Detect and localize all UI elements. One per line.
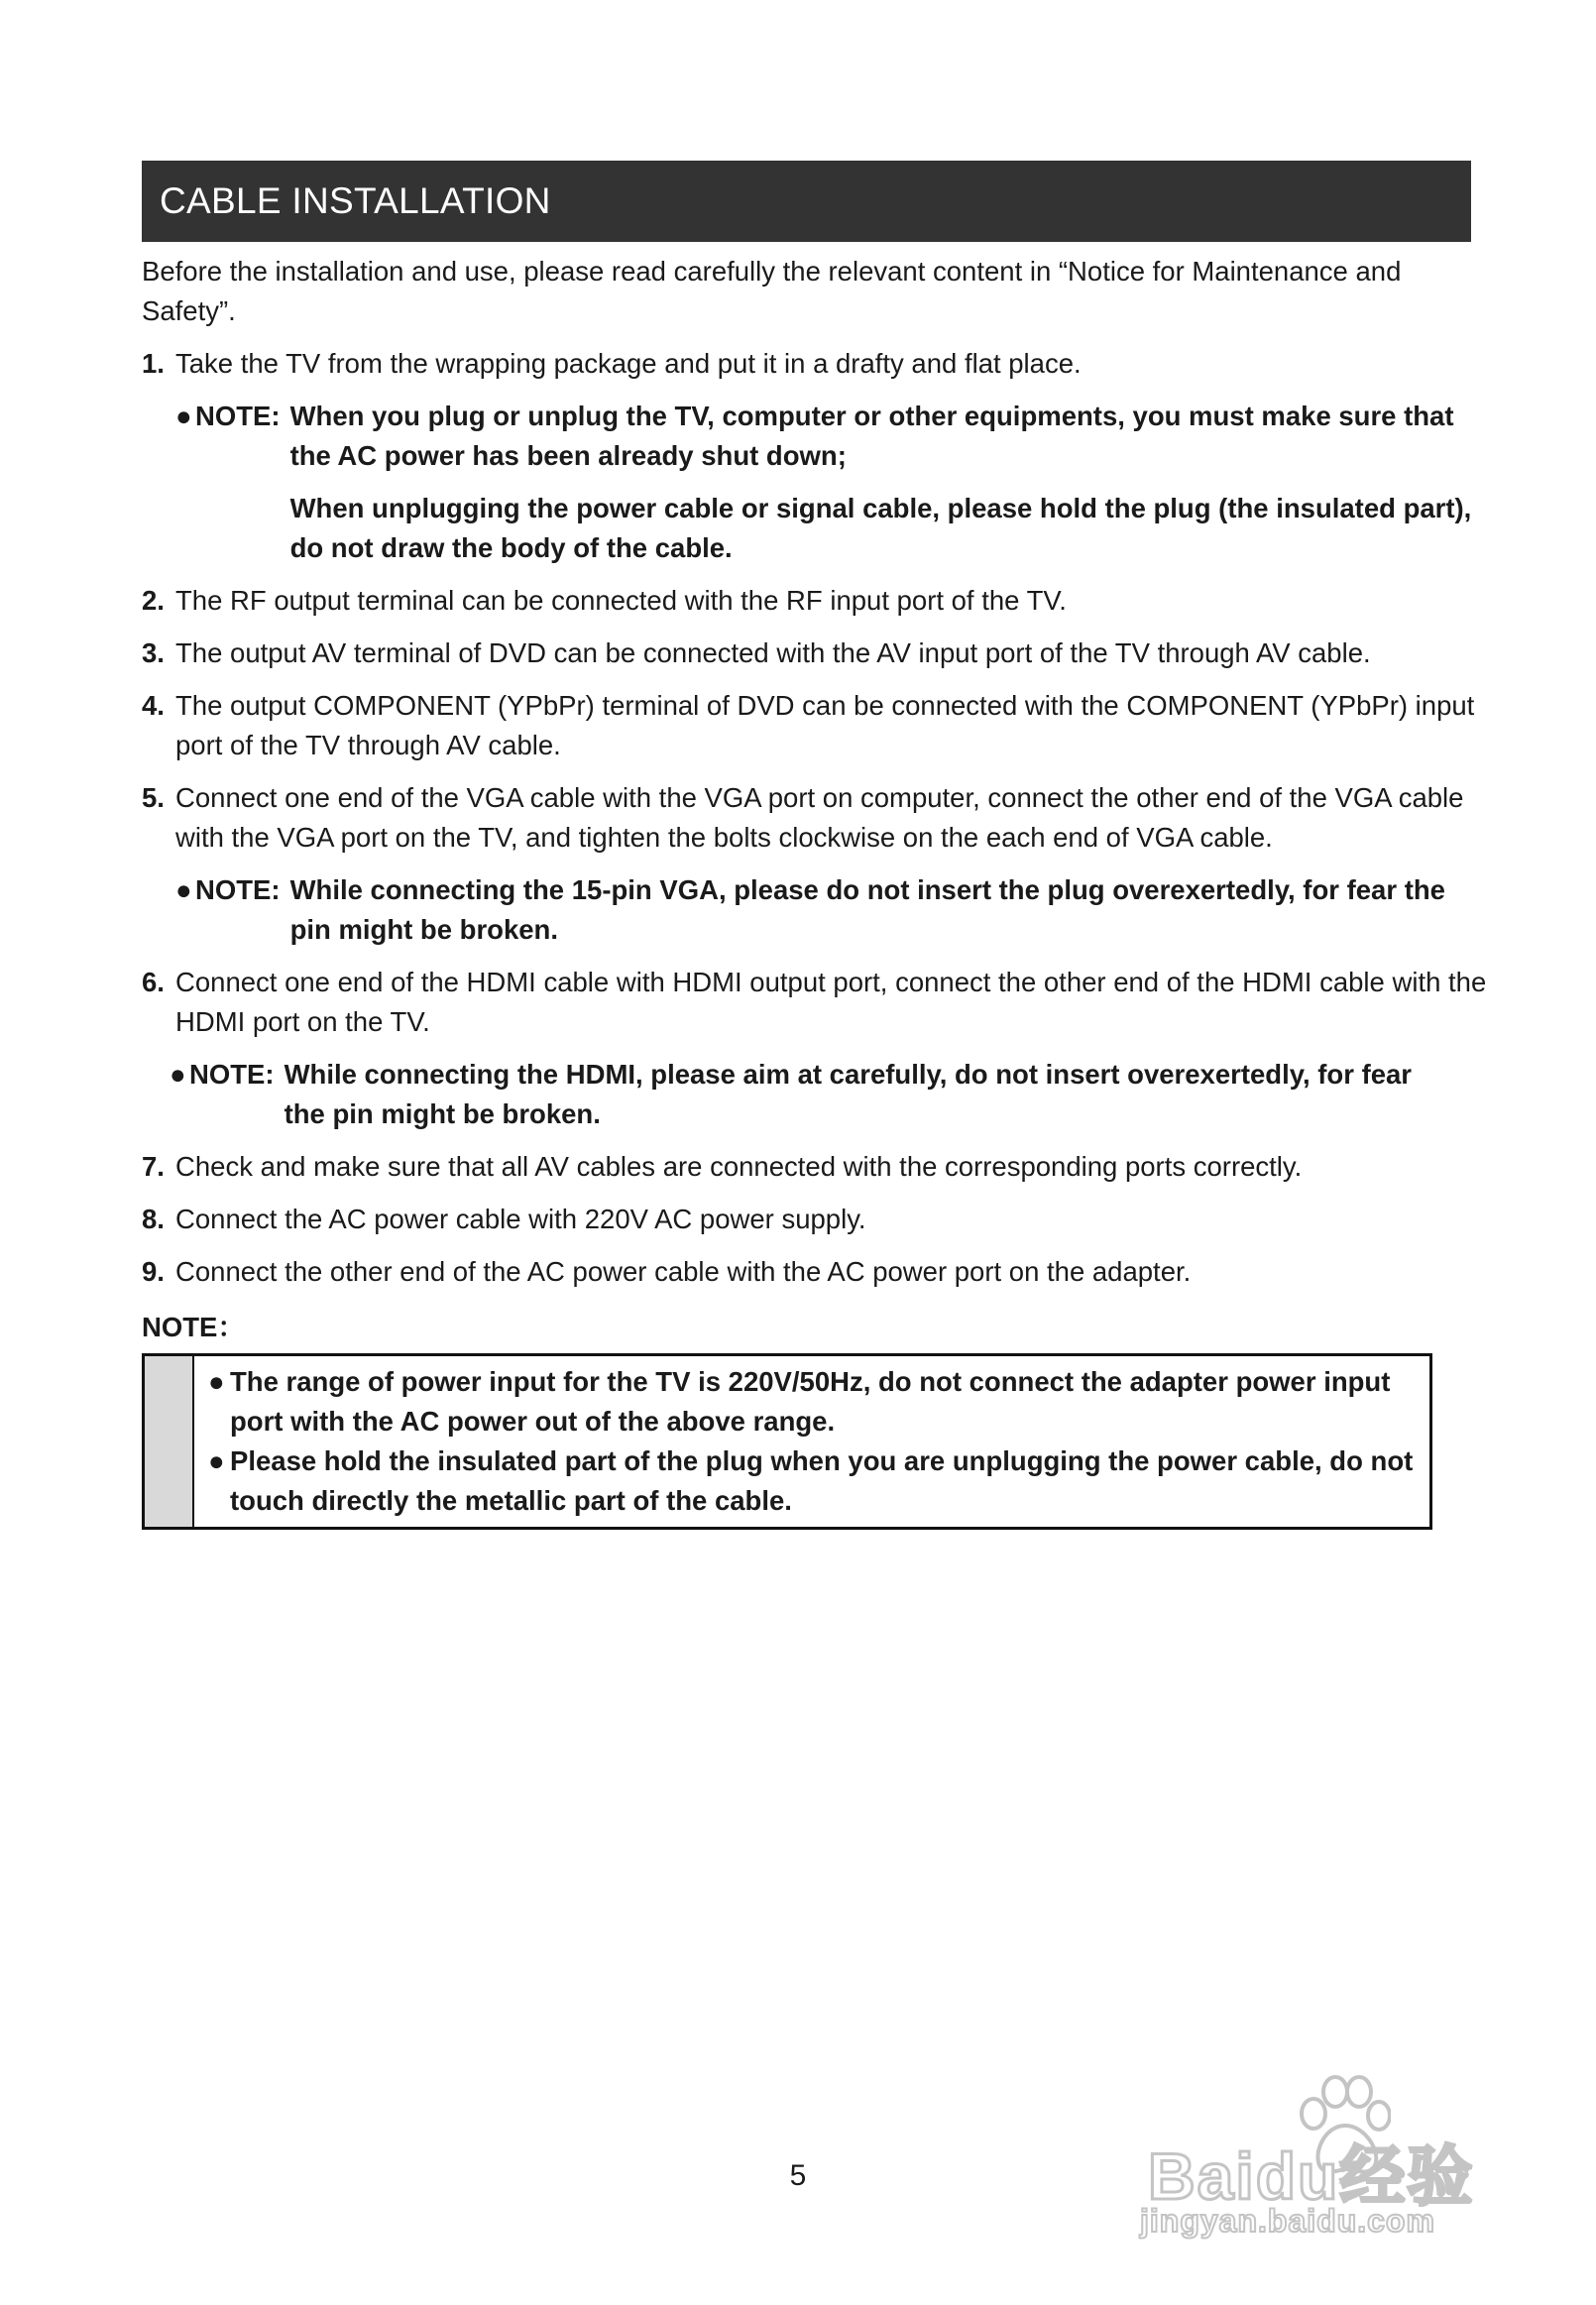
note-text: When unplugging the power cable or signal cable, please hold the plug (the insulated part), do not draw the body of the cable. bbox=[289, 493, 1472, 563]
section-title bbox=[142, 161, 1471, 242]
baidu-watermark bbox=[1138, 2074, 1515, 2239]
step-number: 3. bbox=[142, 637, 165, 668]
note-box-sidebar bbox=[145, 1356, 194, 1527]
page-number: 5 bbox=[789, 2159, 807, 2192]
step-number: 4. bbox=[142, 690, 165, 721]
intro-paragraph: Before the installation and use, please read carefully the relevant content in “Notice for Maintenance and Safety”. bbox=[142, 256, 1402, 326]
bullet-icon: ● bbox=[208, 1366, 225, 1397]
note-box-item bbox=[208, 1362, 1416, 1441]
note-text: When you plug or unplug the TV, computer or other equipments, you must make sure that the AC power has been already shut down; bbox=[289, 401, 1454, 471]
note-box-content bbox=[194, 1356, 1429, 1527]
step-text: The output COMPONENT (YPbPr) terminal of DVD can be connected with the COMPONENT (YPbPr) input port of the TV through AV cable. bbox=[175, 690, 1475, 760]
note-body bbox=[285, 1055, 1480, 1134]
note-label: NOTE: bbox=[195, 401, 281, 431]
bullet-icon: ● bbox=[208, 1445, 225, 1476]
step-9 bbox=[142, 1252, 1490, 1292]
step-text: Take the TV from the wrapping package and put it in a drafty and flat place. bbox=[175, 348, 1082, 379]
bullet-icon: ● bbox=[175, 401, 192, 431]
step-6 bbox=[142, 963, 1490, 1042]
watermark-main-text: Baidu经验 bbox=[1148, 2139, 1475, 2213]
note-vga bbox=[142, 870, 1480, 950]
note-label: NOTE: bbox=[195, 874, 281, 905]
step-text: Connect the other end of the AC power cable with the AC power port on the adapter. bbox=[175, 1256, 1192, 1287]
step-text: The RF output terminal can be connected with the RF input port of the TV. bbox=[175, 585, 1067, 616]
note-body bbox=[290, 870, 1480, 950]
step-text: The output AV terminal of DVD can be connected with the AV input port of the TV through AV cable. bbox=[175, 637, 1371, 668]
step-3 bbox=[142, 634, 1490, 673]
step-number: 8. bbox=[142, 1204, 165, 1234]
manual-page bbox=[142, 161, 1487, 1530]
note-power-shutdown bbox=[142, 397, 1480, 568]
step-number: 9. bbox=[142, 1256, 165, 1287]
step-2 bbox=[142, 581, 1490, 621]
step-4 bbox=[142, 686, 1490, 765]
watermark-url-text: jingyan.baidu.com bbox=[1140, 2203, 1435, 2239]
step-number: 7. bbox=[142, 1151, 165, 1182]
step-text: Check and make sure that all AV cables are connected with the corresponding ports correctly. bbox=[175, 1151, 1303, 1182]
note-text: While connecting the HDMI, please aim at carefully, do not insert overexertedly, for fear the pin might be broken. bbox=[284, 1059, 1413, 1129]
note-box-item bbox=[208, 1441, 1416, 1521]
note-box-text: The range of power input for the TV is 220V/50Hz, do not connect the adapter power input port with the AC power out of the above range. bbox=[230, 1366, 1391, 1437]
step-number: 6. bbox=[142, 967, 165, 997]
step-1 bbox=[142, 344, 1490, 384]
step-number: 1. bbox=[142, 348, 165, 379]
note-hdmi bbox=[142, 1055, 1480, 1134]
final-note-box bbox=[142, 1353, 1432, 1530]
step-text: Connect one end of the VGA cable with the VGA port on computer, connect the other end of the VGA cable with the VGA port on the TV, and tighten the bolts clockwise on the each end of VGA cable. bbox=[175, 782, 1464, 853]
note-text: While connecting the 15-pin VGA, please do not insert the plug overexertedly, for fear the pin might be broken. bbox=[289, 874, 1445, 945]
bullet-icon: ● bbox=[175, 874, 192, 905]
final-note-heading: NOTE： bbox=[142, 1312, 245, 1342]
step-number: 5. bbox=[142, 782, 165, 813]
note-body bbox=[290, 397, 1480, 568]
note-box-text: Please hold the insulated part of the plug when you are unplugging the power cable, do not touch directly the metallic part of the cable. bbox=[230, 1445, 1414, 1516]
step-7 bbox=[142, 1147, 1490, 1187]
step-text: Connect one end of the HDMI cable with HDMI output port, connect the other end of the HDMI cable with the HDMI port on the TV. bbox=[175, 967, 1487, 1037]
bullet-icon: ● bbox=[170, 1059, 186, 1090]
section-title-text: CABLE INSTALLATION bbox=[160, 180, 551, 221]
note-label: NOTE: bbox=[189, 1059, 275, 1090]
step-5 bbox=[142, 778, 1490, 858]
step-text: Connect the AC power cable with 220V AC power supply. bbox=[175, 1204, 866, 1234]
step-number: 2. bbox=[142, 585, 165, 616]
step-8 bbox=[142, 1200, 1490, 1239]
